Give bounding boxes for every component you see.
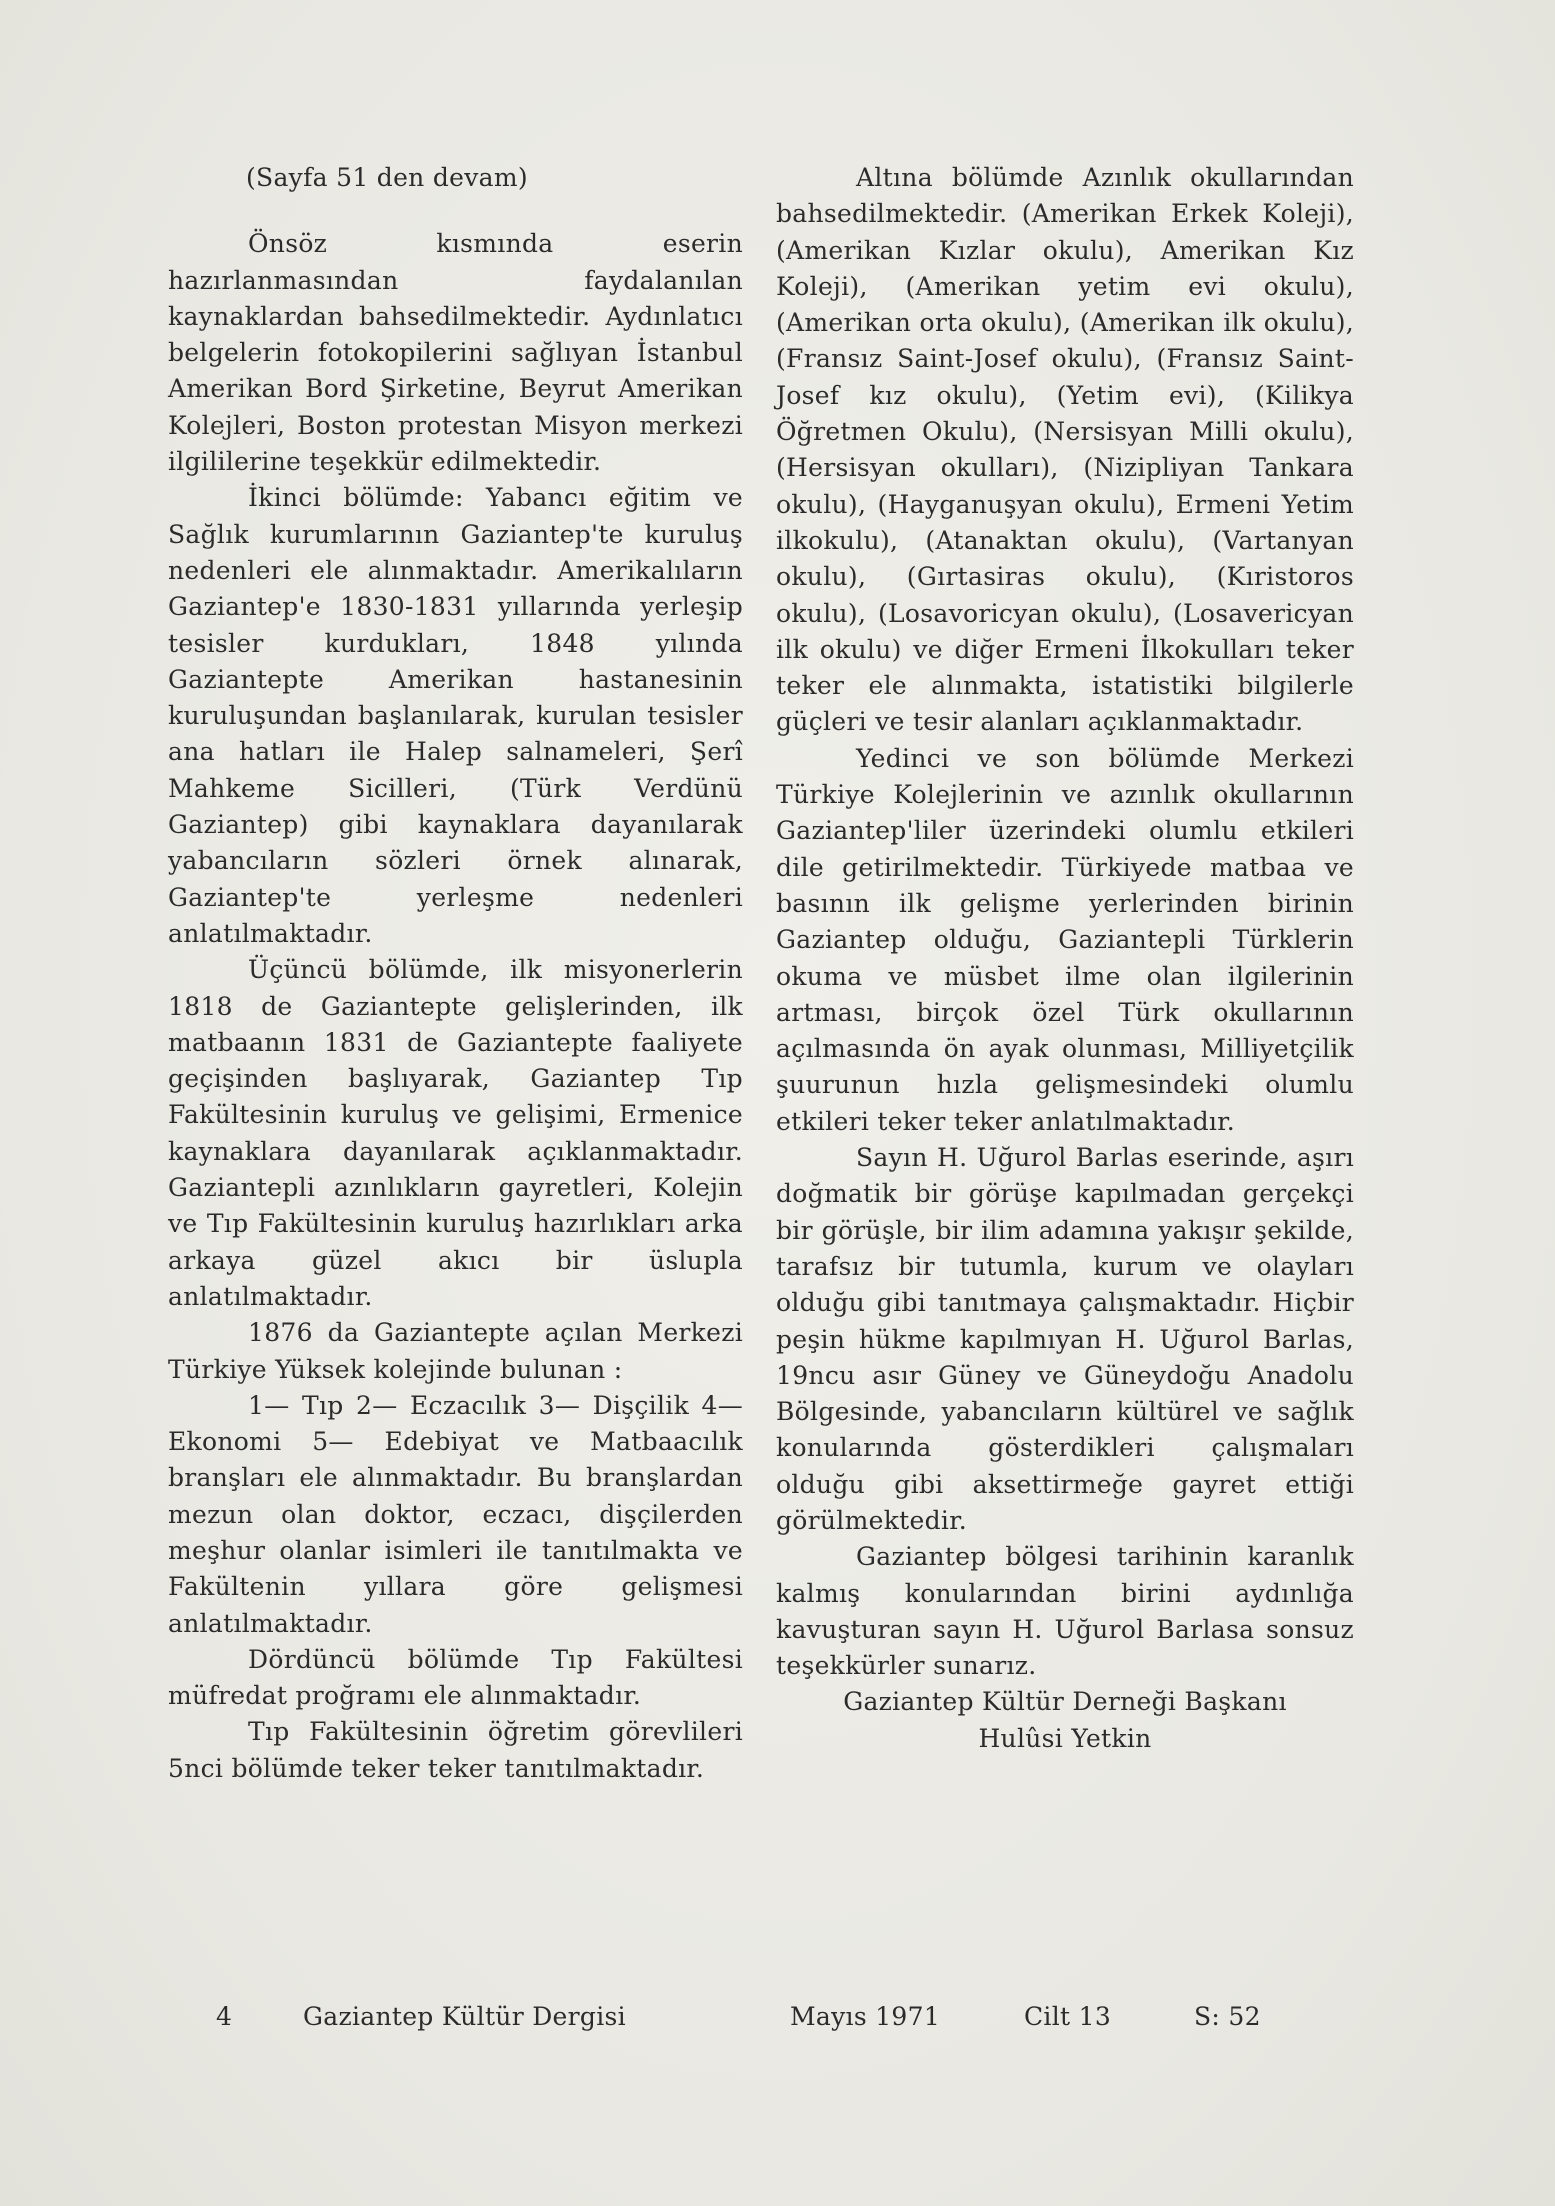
spacer <box>168 196 743 226</box>
right-paragraph: Yedinci ve son bölümde Merkezi Türkiye Kolejlerinin ve azınlık okullarının Gaziantep'liler üzerindeki olumlu etkileri dile getirilmektedir. Türkiyede matbaa ve basının ilk gelişme yerlerinden birinin Gaziantep olduğu, Gaziantepli Türklerin okuma ve müsbet ilme olan ilgilerinin artması, birçok özel Türk okullarının açılmasında ön ayak olunması, Milliyetçilik şuurunun hızla gelişmesindeki olumlu etkileri teker teker anlatılmaktadır. <box>776 743 1354 1136</box>
volume-number: Cilt 13 <box>1024 2002 1112 2031</box>
right-paragraph: Gaziantep bölgesi tarihinin karanlık kalmış konularından birini aydınlığa kavuşturan sayın H. Uğurol Barlasa sonsuz teşekkürler sunarız. <box>776 1542 1354 1681</box>
issue-date: Mayıs 1971 <box>790 2002 941 2031</box>
left-paragraph: Tıp Fakültesinin öğretim görevlileri 5nci bölümde teker teker tanıtılmaktadır. <box>168 1717 743 1783</box>
left-paragraph: Dördüncü bölümde Tıp Fakültesi müfredat proğramı ele alınmaktadır. <box>168 1644 743 1711</box>
page-footer <box>0 2002 1555 2042</box>
left-paragraph: 1876 da Gaziantepte açılan Merkezi Türkiye Yüksek kolejinde bulunan : <box>168 1318 743 1384</box>
right-paragraph: Sayın H. Uğurol Barlas eserinde, aşırı doğmatik bir görüşe kapılmadan gerçekçi bir görüşle, bir ilim adamına yakışır şekilde, tarafsız bir tutumla, kurum ve olayları olduğu gibi tanıtmaya çalışmaktadır. Hiçbir peşin hükme kapılmıyan H. Uğurol Barlas, 19ncu asır Güney ve Güneydoğu Anadolu Bölgesinde, yabancıların kültürel ve sağlık konularında gösterdikleri çalışmaları olduğu gibi aksettirmeğe gayret ettiği görülmektedir. <box>776 1143 1354 1535</box>
left-paragraph: İkinci bölümde: Yabancı eğitim ve Sağlık kurumlarının Gaziantep'te kuruluş nedenleri ele alınmaktadır. Amerikalıların Gaziantep'e 1830-1831 yıllarında yerleşip tesisler kurdukları, 1848 yılında Gaziantepte Amerikan hastanesinin kuruluşundan başlanılarak, kurulan tesisler ana hatları ile Halep salnameleri, Şerî Mahkeme Sicilleri, (Türk Verdünü Gaziantep) gibi kaynaklara dayanılarak yabancıların sözleri örnek alınarak, Gaziantep'te yerleşme nedenleri anlatılmaktadır. <box>168 483 743 948</box>
right-paragraph: Altına bölümde Azınlık okullarından bahsedilmektedir. (Amerikan Erkek Koleji), (Amerikan Kızlar okulu), Amerikan Kız Koleji), (Amerikan yetim evi okulu), (Amerikan orta okulu), (Amerikan ilk okulu), (Fransız Saint-Josef okulu), (Fransız Saint-Josef kız okulu), (Yetim evi), (Kilikya Öğretmen Okulu), (Nersisyan Milli okulu), (Hersisyan okulları), (Nizipliyan Tankara okulu), (Hayganuşyan okulu), Ermeni Yetim ilkokulu), (Atanaktan okulu), (Vartanyan okulu), (Gırtasiras okulu), (Kıristoros okulu), (Losavoricyan okulu), (Losavericyan ilk okulu) ve diğer Ermeni İlkokulları teker teker ele alınmakta, istatistiki bilgilerle güçleri ve tesir alanları açıklanmaktadır. <box>776 163 1354 737</box>
left-paragraph: Önsöz kısmında eserin hazırlanmasından faydalanılan kaynaklardan bahsedilmektedir. Aydınlatıcı belgelerin fotokopilerini sağlıyan İstanbul Amerikan Bord Şirketine, Beyrut Amerikan Kolejleri, Boston protestan Misyon merkezi ilgililerine teşekkür edilmektedir. <box>168 229 743 477</box>
signature-name: Hulûsi Yetkin <box>978 1723 1152 1753</box>
journal-name: Gaziantep Kültür Dergisi <box>303 2002 626 2031</box>
continuation-note: (Sayfa 51 den devam) <box>246 163 528 192</box>
left-column <box>168 160 743 1787</box>
issue-number: S: 52 <box>1194 2002 1261 2031</box>
signature-title: Gaziantep Kültür Derneği Başkanı <box>843 1687 1287 1717</box>
page-number: 4 <box>216 2002 233 2031</box>
left-paragraph: 1— Tıp 2— Eczacılık 3— Dişçilik 4— Ekonomi 5— Edebiyat ve Matbaacılık branşları ele alınmaktadır. Bu branşlardan mezun olan doktor, eczacı, dişçilerden meşhur olanlar isimleri ile tanıtılmakta ve Fakültenin yıllara göre gelişmesi anlatılmaktadır. <box>168 1390 743 1638</box>
left-paragraph: Üçüncü bölümde, ilk misyonerlerin 1818 de Gaziantepte gelişlerinden, ilk matbaanın 1831 de Gaziantepte faaliyete geçişinden başlıyarak, Gaziantep Tıp Fakültesinin kuruluş ve gelişimi, Ermenice kaynaklara dayanılarak açıklanmaktadır. Gaziantepli azınlıkların gayretleri, Kolejin ve Tıp Fakültesinin kuruluş hazırlıkları arka arkaya güzel akıcı bir üslupla anlatılmaktadır. <box>168 955 743 1311</box>
right-column <box>776 160 1354 1757</box>
